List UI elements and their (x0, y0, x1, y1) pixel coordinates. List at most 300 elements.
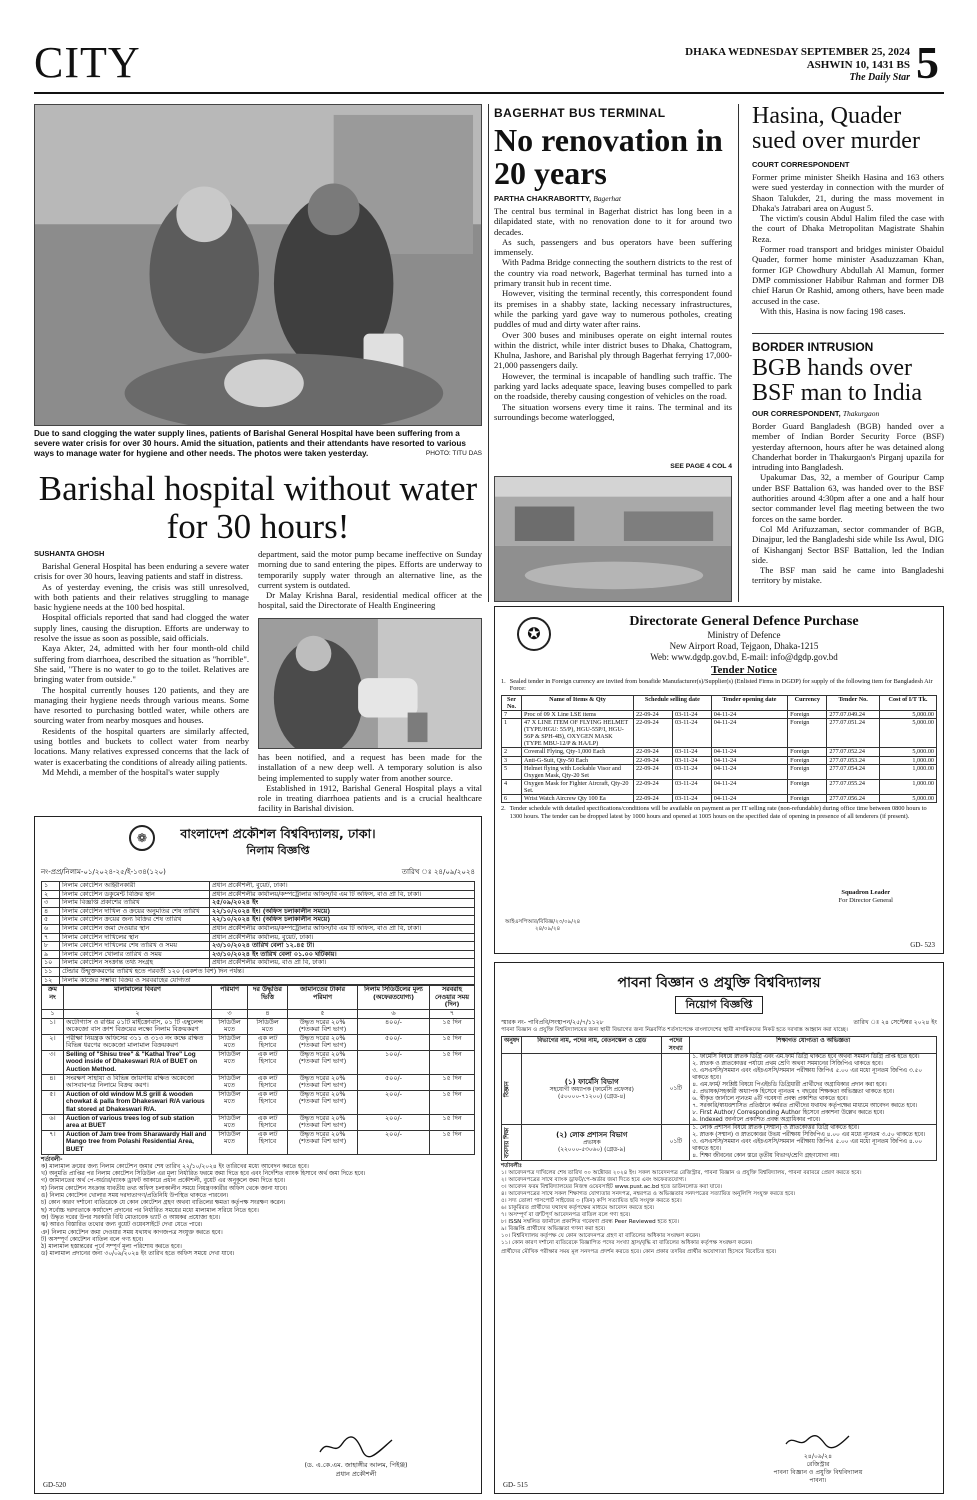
cell: উদ্ধৃত দরের ২০% (শতকরা বিশ ভাগ) (288, 1050, 358, 1074)
bus-headline: No renovation in 20 years (494, 122, 723, 191)
cell: ১৫ দিন (430, 1034, 475, 1050)
cell: টেন্ডার উন্মুক্তকরণের তারিখ হতে পরবর্তী ১২০ (একশত বিশ) দিন পর্যন্ত। (60, 967, 475, 976)
buet-logo (129, 825, 155, 851)
cell: 7 (502, 711, 522, 719)
cell: 277.07.053.24 (827, 756, 880, 764)
table-row (42, 942, 475, 951)
pust-post-1 (522, 1054, 662, 1125)
pust-count-1: ০১টি (662, 1054, 690, 1125)
bus-p2: As such, passengers and bus operators have been suffering immensely. (494, 236, 732, 258)
pust-post-1-dept: (১) ফার্মেসি বিভাগ (564, 1077, 619, 1086)
cell: Wrist Watch Aircrew Qty 100 Ea (522, 795, 634, 803)
cell: উদ্ধৃত দরের ২০% (শতকরা বিশ ভাগ) (288, 1018, 358, 1034)
bgb-p1: Border Guard Bangladesh (BGB) handed over a member of Indian Border Security Force (BSF) yesterday afternoon, hours after he was detained along Chanderhat border in Thakurgaon's Pirganj upazila for intruding into Bangladesh. (752, 421, 944, 473)
dgdp-title: Directorate General Defence Purchase (629, 614, 859, 629)
cell: এক লট হিসাবে (248, 1074, 288, 1090)
th: মালামালের বিবরণ (64, 986, 212, 1010)
cell: 22-09-24 (634, 795, 673, 803)
cell: Foreign (788, 719, 827, 748)
cell: ২০০/- (358, 1114, 430, 1130)
cell: Anti-G-Suit, Qty-50 Each (522, 756, 634, 764)
cell: 5,000.00 (879, 711, 936, 719)
cell: ৯ (42, 950, 60, 959)
buet-signature-icon (316, 1434, 396, 1458)
table-row (502, 795, 937, 803)
hospital-p7: Md Mehdi, a member of the hospital's water supply (42, 766, 220, 777)
list-item: ৩. এসএসসি/সমমান এবং এইচএসসি/সমমান পরীক্ষায় জিপিএ ৫.০০ এর মধ্যে ন্যূনতম জিপিএ ৪.০০ থাকতে হবে। (692, 1139, 923, 1152)
dateline (640, 46, 910, 84)
cell: ৩ (212, 1009, 248, 1018)
buet-subtitle: নিলাম বিজ্ঞপ্তি (246, 844, 310, 857)
cell: ৫ (288, 1009, 358, 1018)
pust-qual-2 (690, 1125, 937, 1161)
hospital-headline: Barishal hospital without water for 30 hours! (38, 469, 478, 546)
th: পরিমাণ (212, 986, 248, 1010)
list-item: ৪। আবেদনপত্রের সাথে সকল শিক্ষাগত যোগ্যতার সনদপত্র, নম্বরপত্র ও অভিজ্ঞতার সনদপত্রের সত্যায়িত অনুলিপি সংযুক্ত করতে হবে। (501, 1191, 796, 1197)
cell: ১৫ দিন (430, 1114, 475, 1130)
list-item: ২. স্নাতক ও স্নাতকোত্তর পর্যায়ে প্রথম শ্রেণি অথবা সমমানের সিজিপিএ থাকতে হবে। (692, 1061, 883, 1067)
cell: প্রধান প্রকৌশলীর কার্যালয়/কম্পট্রোলার অফিস/বি এম টি অফিস, বাও প্রা বি, ঢাকা। (210, 890, 475, 899)
buet-sign-name: (ড. এ.কে.এম. জাহাঙ্গীর আলম, পিইঞ্জ) (304, 1461, 408, 1469)
cell: 04-11-24 (711, 764, 787, 779)
table-row (502, 711, 937, 719)
paper-name: The Daily Star (849, 72, 910, 83)
list-item: ৭. সরকারি/স্বায়ত্তশাসিত প্রতিষ্ঠানে কর্মরত প্রার্থীদের যথাযথ কর্তৃপক্ষের মাধ্যমে আবেদন করতে হবে। (692, 1103, 918, 1109)
pust-post-1-rank: সহযোগী অধ্যাপক (ফার্মেসি প্রফেসর) (549, 1086, 634, 1093)
pust-count-2: ০১টি (662, 1125, 690, 1161)
table-row (502, 748, 937, 756)
cell: এক লট হিসাবে (248, 1050, 288, 1074)
th: ক্রম নং (42, 986, 64, 1010)
cell: 03-11-24 (673, 764, 712, 779)
pust-terms-label: শর্তাবলীঃ (501, 1163, 522, 1169)
bgb-p2: Upakumar Das, 32, a member of Gouripur Camp under BSF Battalion 63, was handed over to the BSF authorities around 4:30pm after a one and a half hour sector commander level flag meeting between the two forces on the same border. (752, 472, 944, 524)
pust-faculty-1: বিজ্ঞান (502, 1054, 522, 1125)
cell: ৫। (42, 1090, 64, 1114)
th-tender-no: Tender No. (827, 695, 880, 710)
hasina-p4: With this, Hasina is now facing 198 cases. (760, 305, 906, 316)
table-row (42, 899, 475, 908)
hasina-headline: Hasina, Quader sued over murder (752, 103, 920, 154)
hasina-byline: COURT CORRESPONDENT (752, 160, 850, 169)
bgb-byline (752, 409, 879, 418)
pust-recruitment-ad (494, 962, 944, 1494)
list-item: ঞ) নিলাম কোটেশন জমা দেওয়ার সময় যথাযথ কাগজপত্র সংযুক্ত করতে হবে। (41, 1229, 223, 1236)
bus-byline-place: Bagerhat (593, 194, 621, 203)
th: অনুষদ (502, 1037, 522, 1054)
dgdp-header (551, 613, 937, 678)
buet-items-header (42, 986, 475, 1010)
cell: Foreign (788, 764, 827, 779)
cell: 2 (502, 748, 522, 756)
list-item: খ) অনুমতি প্রাপ্তির পর নিলাম কোটেশন সিডিউল এর মূল্য নির্ধারিত ফরমে জমা দিতে হবে এবং নির্দেশিত ব্যাংক হিসাবে অর্থ জমা দিতে হবে। (41, 1171, 366, 1178)
hospital-photo-2 (258, 618, 482, 749)
cell: 22-09-24 (634, 711, 673, 719)
buet-info-table (41, 881, 475, 985)
list-item: ৯. Indexed জার্নালে প্রকাশিত প্রবন্ধ অগ্রাধিকার পাবে। (692, 1117, 821, 1123)
table-row (42, 924, 475, 933)
cell: সিডিউল মতে (212, 1018, 248, 1034)
bus-terminal-photo-art (495, 477, 731, 601)
list-item: ৪. শিক্ষা জীবনের কোন স্তরে তৃতীয় বিভাগ/শ্রেণি গ্রহণযোগ্য নয়। (692, 1153, 840, 1159)
cell: সিডিউল মতে (212, 1130, 248, 1154)
dgdp-ref-date: ২৪/০৯/২৪ (535, 926, 561, 932)
list-item: ২। আবেদনপত্রের সাথে ব্যাংক ড্রাফট/পে-অর্ডার জমা দিতে হবে এবং অফেরতযোগ্য। (501, 1177, 687, 1183)
masthead-rule (34, 92, 944, 94)
pust-signature-icon (783, 1432, 853, 1450)
cell: Foreign (788, 748, 827, 756)
pust-sign-date: ২৪/০৯/২৪ (803, 1453, 833, 1460)
list-item: ৫। সদ্য তোলা পাসপোর্ট সাইজের ৩ (তিন) কপি সত্যায়িত ছবি সংযুক্ত করতে হবে। (501, 1198, 682, 1204)
list-item: ১। আবেদনপত্র দাখিলের শেষ তারিখ ৩০ অক্টোবর ২০২৪ ইং। সকল আবেদনপত্র রেজিস্ট্রার, পাবনা বিজ্ঞান ও প্রযুক্তি বিশ্ববিদ্যালয়, পাবনা বরাবরে প্রেরণ করতে হবে। (501, 1170, 862, 1176)
cell: Auction of Jam tree from Sharawardy Hall and Mango tree from Polashi Residential Area, BUET (64, 1130, 212, 1154)
th-opening: Tender opening date (711, 695, 787, 710)
cell: Foreign (788, 711, 827, 719)
dgdp-ref-no: আইএসপিআর/বিবিজ্ঞ/২৩/০৯/২৪ (505, 919, 581, 925)
list-item: ৩. এসএসসি/সমমান এবং এইচএসসি/সমমান পরীক্ষায় জিপিএ ৫.০০ এর মধ্যে ন্যূনতম জিপিএ ৩.৫০ থাকতে হবে। (692, 1068, 923, 1081)
buet-sign-title: প্রধান প্রকৌশলী (335, 1470, 377, 1478)
table-row (502, 764, 937, 779)
cell: নিলাম কোটেশন দাখিল ও ক্রয়ের অনুমতির শেষ তারিখ (60, 907, 210, 916)
pust-table-header (502, 1037, 937, 1054)
hasina-p1: Former prime minister Sheikh Hasina and 163 others were sued yesterday in connection with the murder of Shaon Talukder, 21, during the mass movement in Dhaka's Jatrabari area on August 5. (752, 172, 944, 213)
pust-sign-org: পাবনা বিজ্ঞান ও প্রযুক্তি বিশ্ববিদ্যালয় (773, 1469, 863, 1476)
cell: Selling of "Shisu tree" & "Kathal Tree" Log wood inside of Dhakeswari R/A of BUET on Auction Method. (64, 1050, 212, 1074)
hospital-p4: Kaya Akter, 24, admitted with her four month-old child suffering from diarrhoea, described the situation as "horrible". She said, "There is no water to go to the toilet. Relatives are bringing water from outside." (34, 643, 249, 685)
bus-p1: The central bus terminal in Bagerhat district has long been in a dilapidated state, with no renovation done to it for around two decades. (494, 206, 732, 237)
list-item: ১. লোক প্রশাসন বিষয়ে স্নাতক (সম্মান) ও স্নাতকোত্তর ডিগ্রি থাকতে হবে। (692, 1125, 859, 1131)
hasina-body (752, 172, 944, 316)
th: সরবরাহ নেওয়ার সময় (দিন) (430, 986, 475, 1010)
list-item: ঙ) নিলাম কোটেশন খোলার সময় দরদাতাগণ/প্রতিনিধি উপস্থিত থাকতে পারবেন। (41, 1193, 229, 1200)
cell: 04-11-24 (711, 756, 787, 764)
th: জামানতের টাকার পরিমাণ (288, 986, 358, 1010)
bus-terminal-photo (494, 476, 732, 602)
cell: 277.07.055.24 (827, 779, 880, 794)
bgb-byline-place: Thakurgaon (842, 409, 880, 418)
cell: উদ্ধৃত দরের ২০% (শতকরা বিশ ভাগ) (288, 1090, 358, 1114)
section-title: CITY (34, 38, 141, 87)
hasina-p2: The victim's cousin Abdul Halim filed the case with the court of Dhaka Metropolitan Magistrate Shahin Reza. (752, 213, 944, 244)
cell: ২ (42, 890, 60, 899)
buet-logo-icon: ❁ (136, 830, 148, 845)
th-items: Name of Items & Qty (522, 695, 634, 710)
cell: 1,000.00 (879, 764, 936, 779)
cell: 277.07.051.24 (827, 719, 880, 748)
list-item: ৬। চাকুরিরত প্রার্থীদের যথাযথ কর্তৃপক্ষের মাধ্যমে আবেদন করতে হবে। (501, 1205, 655, 1211)
cell: ৫ (42, 916, 60, 925)
cell: 22-09-24 (634, 748, 673, 756)
dgdp-ministry: Ministry of Defence (707, 630, 781, 640)
pust-footer-note: প্রার্থীদের মৌখিক পরীক্ষার সময় মূল সনদপত্র প্রদর্শন করতে হবে। কোন প্রকার তদবির প্রার্থীর অযোগ্যতা হিসেবে বিবেচিত হবে। (501, 1249, 777, 1255)
pust-qual-1 (690, 1054, 937, 1125)
cell: সিডিউল মতে (212, 1050, 248, 1074)
list-item: ৮। ISSN সম্বলিত জার্নালে প্রকাশিত গবেষণা প্রবন্ধ Peer Reviewed হতে হবে। (501, 1219, 679, 1225)
table-row (502, 719, 937, 748)
cell: এক লট হিসাবে (248, 1090, 288, 1114)
cell: প্রধান প্রকৌশলী, বুয়েট, ঢাকা। (210, 882, 475, 891)
cell: ১০ (42, 959, 60, 968)
cell: Foreign (788, 779, 827, 794)
cell: ৪০০/- (358, 1018, 430, 1034)
cell: 04-11-24 (711, 719, 787, 748)
cell: 277.07.054.24 (827, 764, 880, 779)
buet-ref-line (41, 867, 475, 877)
cell: উদ্ধৃত দরের ২০% (শতকরা বিশ ভাগ) (288, 1034, 358, 1050)
cell: 03-11-24 (673, 719, 712, 748)
cell: ৩ (42, 899, 60, 908)
cell: এক লট হিসাবে (248, 1034, 288, 1050)
cell: ১৫ দিন (430, 1074, 475, 1090)
table-row (502, 1125, 937, 1161)
cell: সিডিউল মতে (212, 1034, 248, 1050)
table-row (42, 967, 475, 976)
cell: সিডিউল মতে (212, 1090, 248, 1114)
cell: ৬ (358, 1009, 430, 1018)
cell: নিলাম কাজের সম্ভাব্য বিক্রয় ও সরবরাহের যোগ্যতা (60, 976, 475, 985)
cell: ১। (42, 1018, 64, 1034)
dgdp-logo-icon: ✪ (527, 626, 541, 643)
buet-signature-block (261, 1434, 451, 1479)
pust-date: তারিখ ঃ ২৪ সেপ্টেম্বর ২০২৪ ইং (853, 1019, 937, 1026)
th-selling: Schedule selling date (634, 695, 712, 710)
pust-terms (501, 1163, 937, 1256)
pust-post-2-dept: (২) লোক প্রশাসন বিভাগ (556, 1131, 628, 1139)
cell: ৫০০/- (358, 1034, 430, 1050)
hospital-photo-caption (34, 429, 482, 460)
th-ser: Ser No. (502, 695, 522, 710)
cell: প্রধান প্রকৌশলীর কার্যালয়, বাও প্রা বি, ঢাকা। (210, 959, 475, 968)
cell: ১৫ দিন (430, 1090, 475, 1114)
cell: সিডিউল মতে (212, 1074, 248, 1090)
col-rule-1 (488, 104, 489, 602)
cell: ২০০/- (358, 1130, 430, 1154)
cell: অটোগ্যাস ও রপ্তির ০১টি মাইক্রোবাস, ০১ টি এম্বুলেন্স অকেজো বাস ক্রাশ বিক্রয়ের লক্ষ্যে নিলাম বিক্রয়করণ (64, 1018, 212, 1034)
bgb-p3: Col Md Arifuzzaman, sector commander of BGB, Dinajpur, led the Bangladeshi side while Iss Awul, DIG of Kishanganj Sector BSF Battalion, led the Indian side. (752, 523, 944, 565)
table-row (42, 1034, 475, 1050)
cell: ১১ (42, 967, 60, 976)
cell: 04-11-24 (711, 711, 787, 719)
th: দর উদ্ধৃতির ভিত্তি (248, 986, 288, 1010)
dgdp-address: New Airport Road, Tejgaon, Dhaka-1215 (669, 641, 819, 651)
cell: 1,000.00 (879, 756, 936, 764)
dateline-bangla: ASHWIN 10, 1431 BS (806, 59, 910, 71)
dgdp-ref (505, 919, 580, 933)
cell: সংরক্ষণ সাহায্য ও বিভিন্ন জায়গায় রক্ষিত অকেজো আসবাবপত্র নিলামে বিক্রয় করণ। (64, 1074, 212, 1090)
dgdp-tender-ad (494, 606, 944, 954)
list-item: ছ) সর্বোচ্চ দরদাতাকে কার্যাদেশ প্রদানের পর নির্ধারিত সময়ের মধ্যে মালামাল সরিয়ে নিতে হবে। (41, 1207, 259, 1214)
cell: ৪ (248, 1009, 288, 1018)
pust-post-2-scale: (২২০০০-৫৩০৬০) (গ্রেড-৯) (558, 1147, 626, 1153)
cell: ২২/১০/২০২৪ ইং। (অফিস চলাকালীন সময়ে) (210, 907, 475, 916)
cell: 3 (502, 756, 522, 764)
th-cost: Cost of I/T Tk. (879, 695, 936, 710)
cell: Helmet flying with Lockable Visor and Oxygen Mask, Qty-20 Set (522, 764, 634, 779)
cell: নিলাম কোটেশন আহ্বানকারী (60, 882, 210, 891)
cell: এক লট হিসাবে (248, 1130, 288, 1154)
cell: 22-09-24 (634, 764, 673, 779)
pust-ref: স্মারক নং- পাবিপ্রবি/সংস্থাপন/২৫/৭/১১২৮ (501, 1019, 604, 1026)
dgdp-gd: GD- 523 (910, 941, 935, 949)
hospital-p2: As of yesterday evening, the crisis was still unresolved, with both patients and their relatives struggling to manage basic hygiene needs at the 100 bed hospital. (34, 581, 249, 613)
cell: 277.07.049.24 (827, 711, 880, 719)
cell: নিলাম বিজ্ঞপ্তি প্রকাশের তারিখ (60, 899, 210, 908)
bgb-byline-name: OUR CORRESPONDENT, (752, 409, 841, 418)
bus-jump: SEE PAGE 4 COL 4 (670, 463, 732, 470)
hospital-photo (34, 104, 482, 426)
cell: 5 (502, 764, 522, 779)
pust-sign-title: রেজিস্ট্রার (806, 1461, 830, 1468)
dgdp-signatory (838, 889, 893, 905)
bus-p7: The situation worsens every time it rains. The terminal and its surroundings become waterlogged, (494, 401, 732, 422)
cell: নিলাম কোটেশন জমা দেওয়ার স্থান (60, 924, 210, 933)
photo-credit: PHOTO: TITU DAS (425, 450, 482, 458)
cell: নিলাম কোটেশন দাখিলের শেষ তারিখ ও সময় (60, 942, 210, 951)
cell: উদ্ধৃত দরের ২০% (শতকরা বিশ ভাগ) (288, 1114, 358, 1130)
cell: 03-11-24 (673, 748, 712, 756)
cell: নিলাম কোটেশন খোলার তারিখ ও সময় (60, 950, 210, 959)
bus-byline (494, 194, 621, 203)
list-item: ৬. স্বীকৃত জার্নালে ন্যূনতম ৬টি গবেষণা প্রবন্ধ প্রকাশিত থাকতে হবে। (692, 1096, 848, 1102)
cell: ৮ (42, 942, 60, 951)
buet-items-numbers (42, 1009, 475, 1018)
dgdp-web: Web: www.dgdp.gov.bd, E-mail: info@dgdp.gov.bd (650, 652, 838, 662)
cell: ২০০/- (358, 1090, 430, 1114)
hospital-body-col2-bottom (258, 752, 482, 814)
hospital-byline: SUSHANTA GHOSH (34, 549, 105, 558)
cell: নিলাম কোটেশন দাখিলের স্থান (60, 933, 210, 942)
table-row (42, 882, 475, 891)
list-item: ৯। বিজ্ঞপ্তি প্রার্থীদের অভিজ্ঞতা গণনা করা হবে। (501, 1226, 606, 1232)
cell: ৪ (42, 907, 60, 916)
cell: Foreign (788, 756, 827, 764)
dgdp-logo (517, 617, 551, 651)
th: শিক্ষাগত যোগ্যতা ও অভিজ্ঞতা (690, 1037, 937, 1054)
cell: 1 (502, 719, 522, 748)
buet-date: তারিখ ঃ ২৪/০৯/২০২৪ (401, 868, 475, 876)
th-currency: Currency (788, 695, 827, 710)
list-item: চ) কোন কারণ দর্শানো ব্যতিরেকে যে কোন কোটেশন গ্রহণ অথবা বাতিলের ক্ষমতা কর্তৃপক্ষ সংরক্ষণ করেন। (41, 1200, 286, 1207)
list-item: ড) মালামাল প্রদানের জন্য ৩০/০৯/২০২৪ ইং তারিখ হতে অফিস সময়ে দেখা যাবে। (41, 1251, 235, 1258)
cell: ২। (42, 1034, 64, 1050)
cell: 22-09-24 (634, 756, 673, 764)
table-row (42, 1018, 475, 1034)
cell: ২৫/০৯/২০২৪ ইং (210, 899, 475, 908)
dateline-date: DHAKA WEDNESDAY SEPTEMBER 25, 2024 (685, 46, 910, 58)
cell: 277.07.056.24 (827, 795, 880, 803)
table-row (42, 976, 475, 985)
cell: 1,000.00 (879, 779, 936, 794)
cell: ৩। (42, 1050, 64, 1074)
cell: ৪। (42, 1074, 64, 1090)
th: নিলাম সিডিউলের মূল্য (অফেরতযোগ্য) (358, 986, 430, 1010)
buet-ref: নং-প্রপ্র/নিলাম-০১/২০২৪-২৫/ই-১৩৪(১২০) (41, 868, 166, 876)
bgb-headline: BGB hands over BSF man to India (752, 355, 923, 406)
bgb-kicker: BORDER INTRUSION (752, 340, 874, 354)
cell: ৬ (42, 924, 60, 933)
hospital-p5: The hospital currently houses 120 patients, and they are managing their hygiene needs through various means. Some have resorted to purchasing bottled water, while others are sourcing water from nearby mosques and houses. (34, 684, 249, 726)
list-item: ঘ) নিলাম কোটেশন সংক্রান্ত যাবতীয় তথ্য অফিস চলাকালীন সময়ে নিয়ন্ত্রণকারীর অফিস থেকে জানা যাবে। (41, 1185, 288, 1192)
bgb-body (752, 421, 944, 586)
dgdp-table-header (502, 695, 937, 710)
list-item: ট) অসম্পূর্ণ কোটেশন বাতিল বলে গণ্য হবে। (41, 1236, 144, 1243)
buet-header (41, 825, 475, 859)
bgb-p4: The BSF man said he came into Bangladeshi territory by mistake. (752, 565, 944, 586)
hospital-p6: Residents of the hospital quarters are similarly affected, using bottles and buckets to collect water from nearby locations. Many relatives expressed concerns that the lack of water is exacerbating the conditions of already ailing patients. (34, 725, 249, 767)
buet-auction-ad (34, 816, 482, 1494)
pust-post-2 (522, 1125, 662, 1161)
bus-p4: However, visiting the terminal recently, this correspondent found its premises in a shabby state, lacking necessary infrastructures, while the parking yard gave way to numerous potholes, creating puddles of mud and dirty water after rains. (494, 288, 732, 330)
pust-gd: GD- 515 (503, 1481, 528, 1489)
cell: Auction of old window M.S grill & wooden chowkat & palla from Dhakeswari R/A various flat stored at Dhakeswari R/A. (64, 1090, 212, 1114)
table-row (502, 756, 937, 764)
cell: 5,000.00 (879, 719, 936, 748)
dgdp-intro-text: Sealed tender in Foreign currency are invited from bonafide Manufacturer(s)/Supplier(s) (Enlisted Firms in DGDP) for supply of the following item for Bangladesh Air Force: (509, 678, 933, 693)
cell: 03-11-24 (673, 779, 712, 794)
dgdp-tender-table (501, 695, 937, 803)
list-item: ১. ফার্মেসি বিষয়ে স্নাতক ডিগ্রি এবং এম.ফার্ম ডিগ্রি থাকতে হবে অথবা সমমান ডিগ্রি প্রাপ্ত হতে হবে। (692, 1054, 920, 1060)
list-item: ক) মালামাল ক্রয়ের জন্য নিলাম কোটেশন জমার শেষ তারিখ ২২/১০/২০২৪ ইং তারিখের মধ্যে আবেদন করতে হবে। (41, 1163, 309, 1170)
cell: 5,000.00 (879, 795, 936, 803)
buet-terms-label: শর্তাবলী- (41, 1156, 63, 1163)
right-col-rule (752, 333, 944, 334)
cell: নিলাম কোটেশন সংক্রান্ত তথ্য সংগ্রহ (60, 959, 210, 968)
cell: 04-11-24 (711, 795, 787, 803)
bus-p3: With Padma Bridge connecting the southern districts to the rest of the country via road network, Bagerhat terminal has turned into a primary transit hub in recent time. (494, 257, 732, 289)
cell: ১৫ দিন (430, 1018, 475, 1034)
cell: ১ (42, 882, 60, 891)
hospital-photo-art (35, 105, 481, 425)
th: বিভাগের নাম, পদের নাম, বেতনস্কেল ও গ্রেড (522, 1037, 662, 1054)
pust-post-2-rank: প্রভাষক (582, 1140, 601, 1146)
dgdp-note (501, 805, 937, 820)
cell: 6 (502, 795, 522, 803)
buet-items-table (41, 985, 475, 1154)
cell: Proc of 09 X Line LSE items (522, 711, 634, 719)
cell: ২ (64, 1009, 212, 1018)
hospital-p3: Hospital officials reported that sand had clogged the water supply lines, causing the disruption. Efforts are underway to resolve the issue as soon as possible, said officials. (34, 612, 249, 644)
cell: ৬। (42, 1114, 64, 1130)
cell: ৭ (430, 1009, 475, 1018)
hospital-body-col1 (34, 561, 249, 777)
cell: প্রধান প্রকৌশলীর কার্যালয়, বুয়েট, ঢাকা। (210, 933, 475, 942)
hospital-p10: has been notified, and a request has been made for the installation of a new deep well. A temporary solution is also being implemented to supply water from another source. (258, 752, 482, 783)
pust-ref-line (501, 1019, 937, 1027)
list-item: ঠ) মালামাল হস্তান্তরের পূর্বে সম্পূর্ণ মূল্য পরিশোধ করতে হবে। (41, 1244, 182, 1251)
table-row (502, 779, 937, 794)
cell: Auction of various trees log of sub station area at BUET (64, 1114, 212, 1130)
bus-byline-name: PARTHA CHAKRABORTTY, (494, 194, 592, 203)
page-number: 5 (916, 37, 939, 88)
cell: ৫০০/- (358, 1074, 430, 1090)
col-rule-2 (738, 104, 739, 602)
cell: Oxygen Mask for Fighter Aircraft, Qty-20 Set. (522, 779, 634, 794)
cell: ৭ (42, 933, 60, 942)
cell: ১৫ দিন (430, 1130, 475, 1154)
cell: ১২ (42, 976, 60, 985)
table-row (42, 1114, 475, 1130)
cell: Foreign (788, 795, 827, 803)
cell: নিলাম কোটেশন ক্রয়ের জন্য বিক্রির শেষ তারিখ (60, 916, 210, 925)
list-item: ৪. এম.ফার্ম/ সংশ্লিষ্ট বিষয়ে পিএইচডি ডিগ্রিধারী প্রার্থীদের অগ্রাধিকার প্রদান করা হবে। (692, 1082, 887, 1088)
cell: 22-09-24 (634, 779, 673, 794)
hospital-p1: Barishal General Hospital has been enduring a severe water crisis for over 30 hours, leaving patients and staff in distress. (34, 561, 249, 582)
list-item: ৭। অসম্পূর্ণ বা ত্রুটিপূর্ণ আবেদনপত্র বাতিল বলে গণ্য হবে। (501, 1212, 631, 1218)
cell: ৭। (42, 1130, 64, 1154)
table-row (42, 1074, 475, 1090)
list-item: জ) উদ্ধৃত দরের উপর সরকারি বিধি মোতাবেক ভ্যাট ও আয়কর প্রযোজ্য হবে। (41, 1214, 221, 1221)
cell: 03-11-24 (673, 795, 712, 803)
